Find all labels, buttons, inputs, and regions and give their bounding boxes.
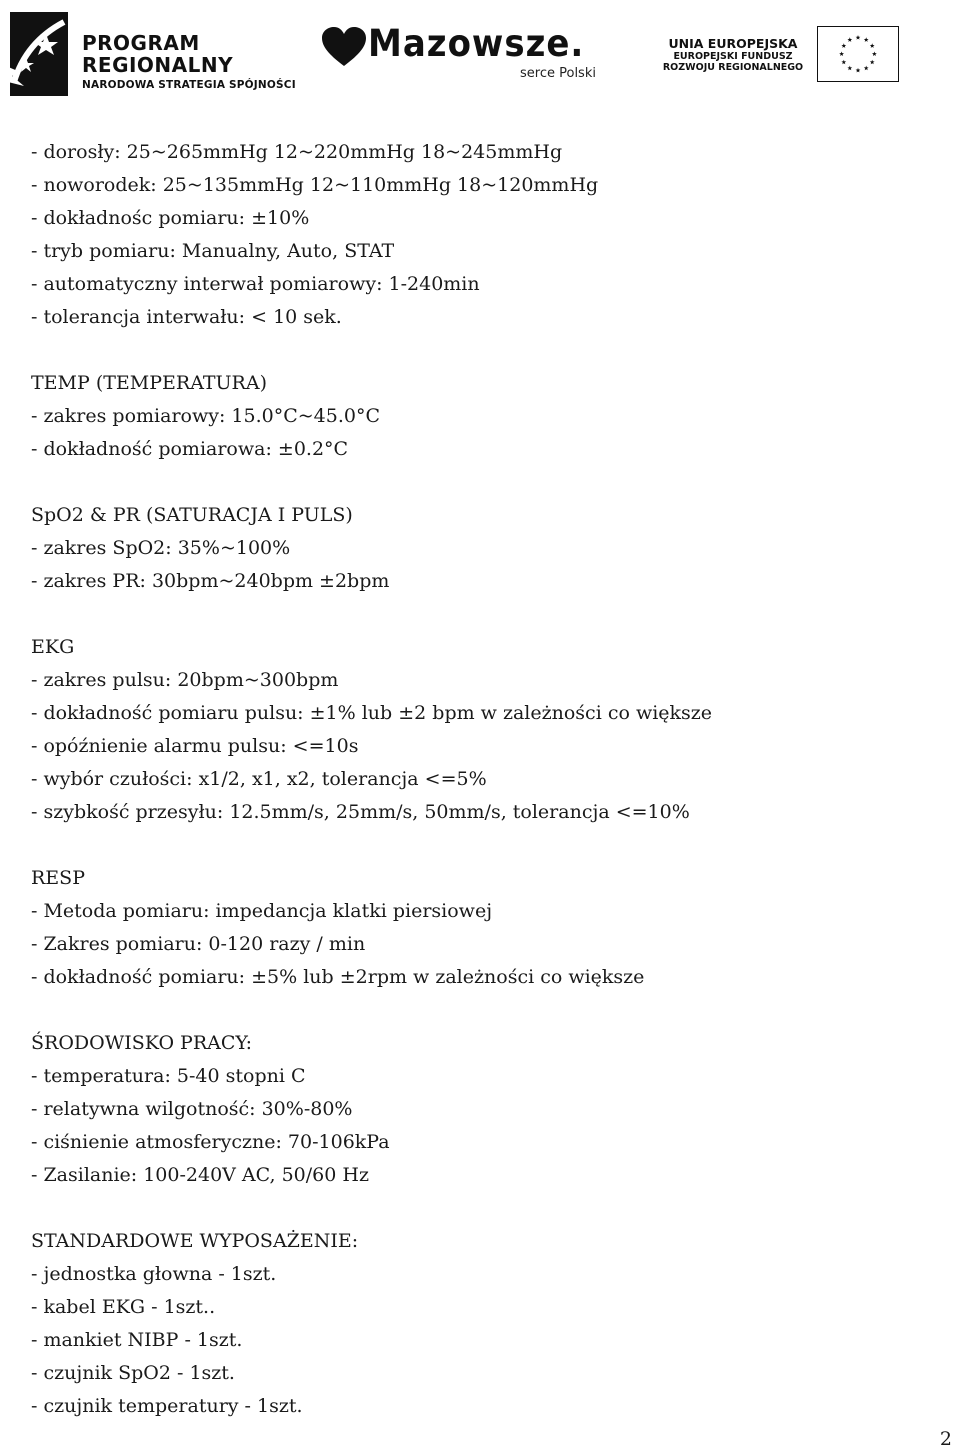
eu-star — [864, 37, 869, 42]
heart-icon — [320, 26, 368, 68]
list-item: - zakres pulsu: 20bpm~300bpm — [31, 669, 339, 691]
list-item: - jednostka głowna - 1szt. — [31, 1263, 277, 1285]
eu-star — [864, 66, 869, 71]
list-item: - automatyczny interwał pomiarowy: 1-240min — [31, 273, 480, 295]
program-regionalny-logo — [6, 8, 296, 98]
list-item: - ciśnienie atmosferyczne: 70-106kPa — [31, 1131, 390, 1153]
spacer — [31, 334, 931, 367]
section-standard-equipment — [31, 1225, 931, 1423]
list-item: - Zasilanie: 100-240V AC, 50/60 Hz — [31, 1164, 369, 1186]
spacer — [31, 598, 931, 631]
mazowsze-logo — [320, 20, 620, 90]
section-ekg — [31, 631, 931, 829]
list-item: - zakres PR: 30bpm~240bpm ±2bpm — [31, 570, 390, 592]
section-environment — [31, 1027, 931, 1192]
list-item: - relatywna wilgotność: 30%-80% — [31, 1098, 353, 1120]
eu-star — [841, 43, 846, 48]
section-heading: ŚRODOWISKO PRACY: — [31, 1032, 253, 1054]
list-item: - opóźnienie alarmu pulsu: <=10s — [31, 735, 359, 757]
spacer — [31, 466, 931, 499]
section-nibp-continued — [31, 136, 931, 334]
eu-star — [870, 43, 875, 48]
list-item: - dokładność pomiarowa: ±0.2°C — [31, 438, 349, 460]
list-item: - wybór czułości: x1/2, x1, x2, tolerancja <=5% — [31, 768, 487, 790]
section-resp — [31, 862, 931, 994]
section-heading: SpO2 & PR (SATURACJA I PULS) — [31, 504, 353, 526]
list-item: - temperatura: 5-40 stopni C — [31, 1065, 306, 1087]
header-logo-strip — [0, 0, 960, 100]
spec-content — [31, 136, 931, 1423]
stars-swoosh-icon — [6, 12, 72, 96]
section-spo2 — [31, 499, 931, 598]
list-item: - noworodek: 25~135mmHg 12~110mmHg 18~120mmHg — [31, 174, 599, 196]
mazowsze-wordmark: Mazowsze. — [368, 22, 585, 66]
ue-fund-label: EUROPEJSKI FUNDUSZ — [673, 51, 793, 62]
unia-europejska-logo — [655, 26, 905, 86]
spacer — [31, 829, 931, 862]
list-item: - czujnik SpO2 - 1szt. — [31, 1362, 235, 1384]
list-item: - dokładnośc pomiaru: ±10% — [31, 207, 310, 229]
section-heading: STANDARDOWE WYPOSAŻENIE: — [31, 1230, 359, 1252]
eu-star — [856, 35, 861, 40]
eu-star — [841, 60, 846, 65]
mazowsze-subtitle: serce Polski — [520, 66, 596, 81]
page-number: 2 — [939, 1428, 952, 1450]
eu-star — [847, 66, 852, 71]
list-item: - kabel EKG - 1szt.. — [31, 1296, 216, 1318]
eu-star — [847, 37, 852, 42]
list-item: - szybkość przesyłu: 12.5mm/s, 25mm/s, 50mm/s, tolerancja <=10% — [31, 801, 690, 823]
section-heading: EKG — [31, 636, 75, 658]
strategy-label: NARODOWA STRATEGIA SPÓJNOŚCI — [82, 79, 296, 91]
list-item: - dokładność pomiaru: ±5% lub ±2rpm w zależności co większe — [31, 966, 645, 988]
list-item: - dorosły: 25~265mmHg 12~220mmHg 18~245mmHg — [31, 141, 563, 163]
eu-star — [839, 51, 844, 56]
list-item: - zakres SpO2: 35%~100% — [31, 537, 291, 559]
section-heading: TEMP (TEMPERATURA) — [31, 372, 267, 394]
list-item: - mankiet NIBP - 1szt. — [31, 1329, 243, 1351]
regionalny-label: REGIONALNY — [82, 53, 234, 77]
spacer — [31, 994, 931, 1027]
list-item: - tolerancja interwału: < 10 sek. — [31, 306, 342, 328]
list-item: - zakres pomiarowy: 15.0°C~45.0°C — [31, 405, 381, 427]
ue-fund-label-2: ROZWOJU REGIONALNEGO — [662, 62, 804, 73]
ue-title: UNIA EUROPEJSKA — [668, 36, 798, 51]
eu-star — [856, 68, 861, 73]
program-label: PROGRAM — [82, 31, 200, 55]
list-item: - dokładność pomiaru pulsu: ±1% lub ±2 bpm w zależności co większe — [31, 702, 713, 724]
section-heading: RESP — [31, 867, 85, 889]
section-temp — [31, 367, 931, 466]
list-item: - Metoda pomiaru: impedancja klatki piersiowej — [31, 900, 493, 922]
list-item: - Zakres pomiaru: 0-120 razy / min — [31, 933, 366, 955]
list-item: - tryb pomiaru: Manualny, Auto, STAT — [31, 240, 395, 262]
eu-flag-icon — [817, 26, 899, 82]
eu-star — [872, 51, 877, 56]
eu-star — [870, 60, 875, 65]
list-item: - czujnik temperatury - 1szt. — [31, 1395, 303, 1417]
spacer — [31, 1192, 931, 1225]
